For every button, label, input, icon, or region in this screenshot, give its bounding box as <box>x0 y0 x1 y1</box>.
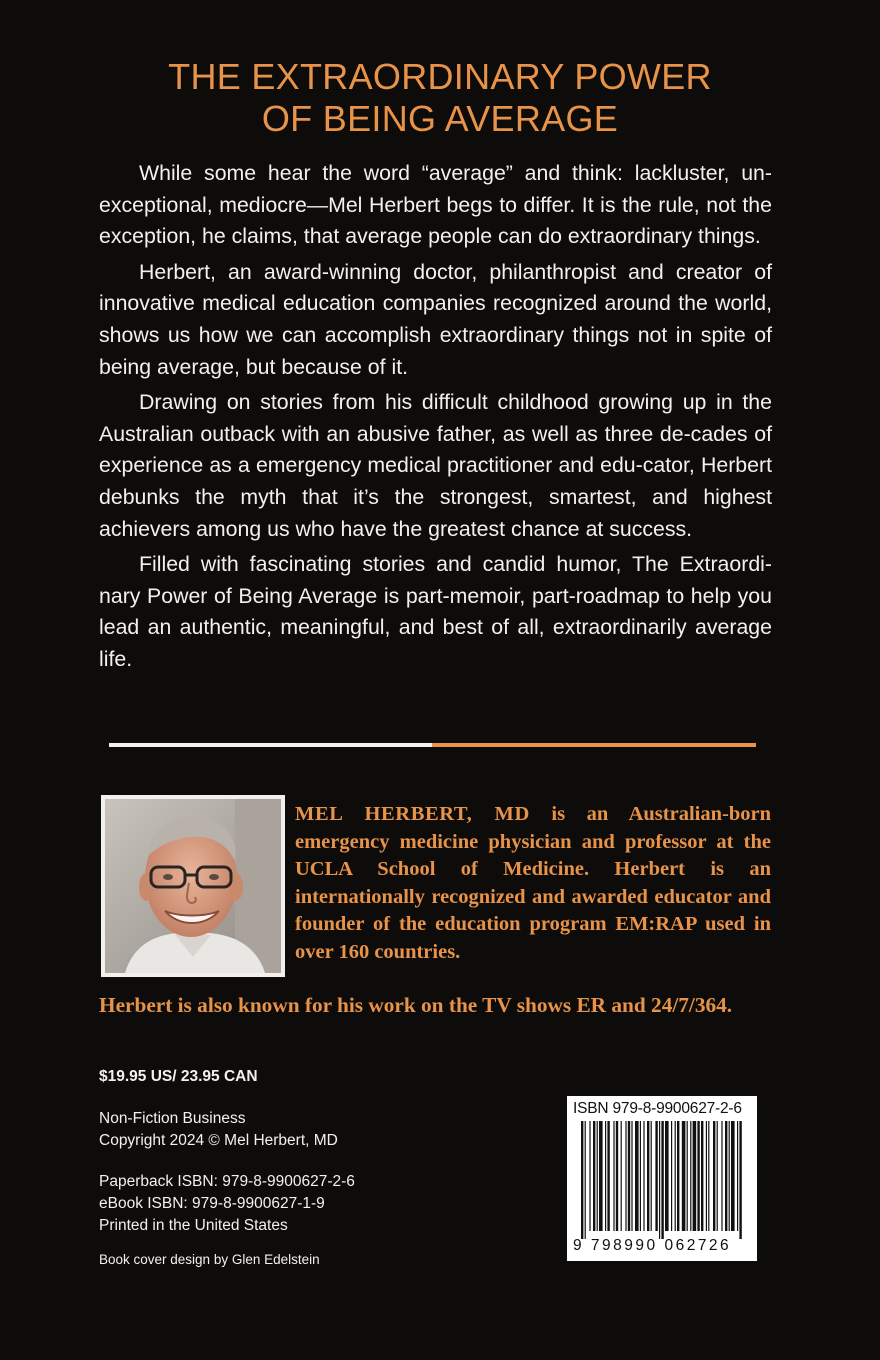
barcode-bar <box>621 1121 622 1231</box>
barcode-bar <box>701 1121 703 1231</box>
ebook-isbn: eBook ISBN: 979-8-9900627-1-9 <box>99 1195 325 1212</box>
barcode-bar <box>585 1121 586 1239</box>
barcode-bar <box>605 1121 606 1231</box>
blurb-paragraph-3: Drawing on stories from his difficult childhood growing up in the Australian outback with an abusive father, as well as three de-cades of experience as a emergency medical practitioner and edu-cator, Herbert debunks the myth that it’s the strongest, smartest, and highest achievers among us who have the greatest chance at success. <box>99 390 772 541</box>
barcode-bar <box>643 1121 644 1231</box>
barcode-bar <box>671 1121 672 1231</box>
barcode-bar <box>690 1121 691 1231</box>
barcode-bar <box>682 1121 686 1231</box>
barcode-bar <box>593 1121 595 1231</box>
blurb-paragraph-2: Herbert, an award-winning doctor, philanthropist and creator of innovative medical education companies recognized around the world, shows us how we can accomplish extraordinary things not in spite of being average, but because of it. <box>99 259 772 379</box>
barcode-bar <box>687 1121 688 1231</box>
divider-orange <box>432 743 756 747</box>
barcode-isbn-label: ISBN 979-8-9900627-2-6 <box>573 1100 742 1117</box>
barcode-bar <box>635 1121 639 1231</box>
copyright-text: Copyright 2024 © Mel Herbert, MD <box>99 1132 338 1149</box>
barcode-digits: 9 798990 062726 <box>573 1237 732 1254</box>
barcode-bar <box>717 1121 718 1231</box>
barcode-bar <box>677 1121 679 1231</box>
barcode-bar <box>739 1121 741 1239</box>
author-tv-line: Herbert is also known for his work on the TV shows ER and 24/7/364. <box>99 993 733 1017</box>
barcode-bar <box>661 1121 663 1239</box>
barcode-bar <box>708 1121 709 1231</box>
divider-white <box>109 743 432 747</box>
author-portrait-image <box>105 799 281 973</box>
book-title-line-1: THE EXTRAORDINARY POWER <box>168 56 712 97</box>
category-text: Non-Fiction Business <box>99 1110 246 1127</box>
barcode-bar <box>597 1121 598 1231</box>
barcode-bar <box>647 1121 649 1231</box>
book-title-line-2: OF BEING AVERAGE <box>261 98 619 139</box>
barcode-bar <box>731 1121 735 1231</box>
barcode-bar <box>640 1121 641 1231</box>
author-bio <box>295 801 771 967</box>
barcode-bar <box>616 1121 618 1231</box>
barcode-bar <box>706 1121 707 1231</box>
category-block <box>99 1108 338 1152</box>
barcode-bar <box>651 1121 652 1231</box>
barcode-bar <box>737 1121 738 1231</box>
isbn-block <box>99 1171 355 1237</box>
book-title <box>0 56 880 140</box>
barcode-bar <box>665 1121 669 1231</box>
isbn-barcode <box>567 1096 757 1261</box>
barcode-bar <box>625 1121 626 1231</box>
printed-text: Printed in the United States <box>99 1217 288 1234</box>
blurb-paragraph-4: Filled with fascinating stories and candid humor, The Extraordi-nary Power of Being Average is part-memoir, part-roadmap to help you lead an authentic, meaningful, and best of all, extraordinarily average life. <box>99 552 772 671</box>
barcode-bar <box>721 1121 722 1231</box>
barcode-bar <box>631 1121 632 1231</box>
barcode-bar <box>675 1121 676 1231</box>
barcode-bar <box>697 1121 699 1231</box>
book-blurb <box>99 158 772 680</box>
barcode-bar <box>613 1121 614 1231</box>
barcode-bar <box>725 1121 727 1231</box>
barcode-bar <box>729 1121 730 1231</box>
barcode-bar <box>659 1121 660 1239</box>
barcode-bars-icon <box>573 1121 751 1239</box>
paperback-isbn: Paperback ISBN: 979-8-9900627-2-6 <box>99 1173 355 1190</box>
barcode-bar <box>628 1121 630 1231</box>
barcode-bar <box>713 1121 715 1231</box>
price-text: $19.95 US/ 23.95 CAN <box>99 1068 258 1085</box>
barcode-bar <box>607 1121 609 1231</box>
author-name: MEL HERBERT, MD <box>295 803 530 825</box>
author-bio-text: is an Australian-born emergency medicine physician and professor at the UCLA School of Medicine. Herbert is an internationally recognized and awarded educator and founder of the education program EM:RAP used in over 160 countries. <box>295 803 771 963</box>
author-photo <box>101 795 285 977</box>
design-credit: Book cover design by Glen Edelstein <box>99 1252 320 1267</box>
barcode-bar <box>655 1121 657 1231</box>
barcode-bar <box>589 1121 590 1231</box>
barcode-bar <box>581 1121 583 1239</box>
barcode-bar <box>599 1121 603 1231</box>
blurb-paragraph-1: While some hear the word “average” and think: lackluster, un-exceptional, mediocre—Mel Herbert begs to differ. It is the rule, not the exception, he claims, that average people can do extraordinary things. <box>99 161 772 249</box>
barcode-bar <box>693 1121 697 1231</box>
